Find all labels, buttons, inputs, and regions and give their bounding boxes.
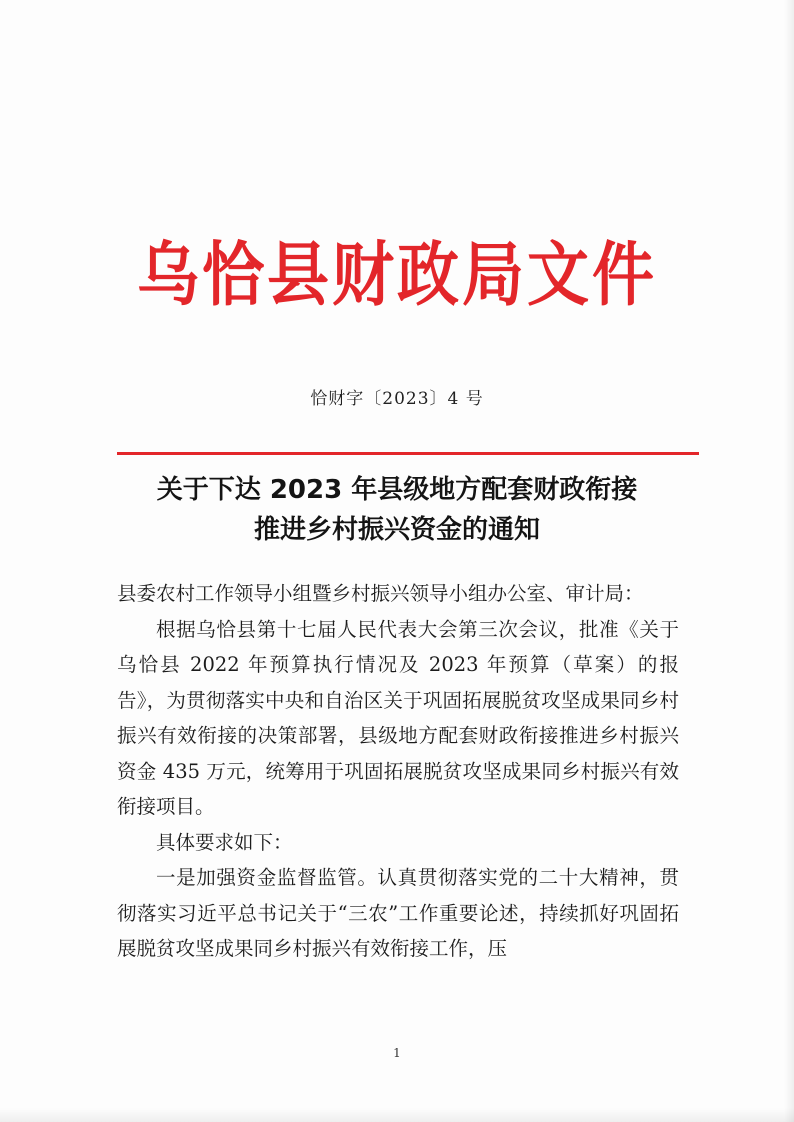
- document-body: [117, 576, 679, 967]
- page-number: 1: [393, 1046, 401, 1060]
- document-number: 恰财字〔2023〕4 号: [310, 389, 484, 409]
- body-paragraph: 根据乌恰县第十七届人民代表大会第三次会议，批准《关于乌恰县 2022 年预算执行情况及 2023 年预算（草案）的报告》，为贯彻落实中央和自治区关于巩固拓展脱贫攻坚成果同乡村振兴有效衔接的决策部署，县级地方配套财政衔接推进乡村振兴资金 435 万元，统筹用于巩固拓展脱贫攻坚成果同乡村振兴有效衔接项目。: [117, 617, 679, 818]
- body-paragraph: 一是加强资金监督监管。认真贯彻落实党的二十大精神，贯彻落实习近平总书记关于“三农”工作重要论述，持续抓好巩固拓展脱贫攻坚成果同乡村振兴有效衔接工作，压: [117, 866, 679, 960]
- issuing-authority-header: 乌恰县财政局文件: [136, 233, 657, 316]
- scan-edge-shadow: [784, 0, 794, 1122]
- document-title-line-1: 关于下达 2023 年县级地方配套财政衔接: [156, 475, 638, 505]
- body-paragraph: 具体要求如下：: [156, 830, 293, 854]
- document-title: [0, 470, 794, 550]
- scan-bottom-shadow: [0, 1108, 794, 1122]
- recipients-line: 县委农村工作领导小组暨乡村振兴领导小组办公室、审计局：: [117, 582, 644, 605]
- document-title-line-2: 推进乡村振兴资金的通知: [253, 515, 540, 545]
- red-separator-line: [117, 452, 699, 455]
